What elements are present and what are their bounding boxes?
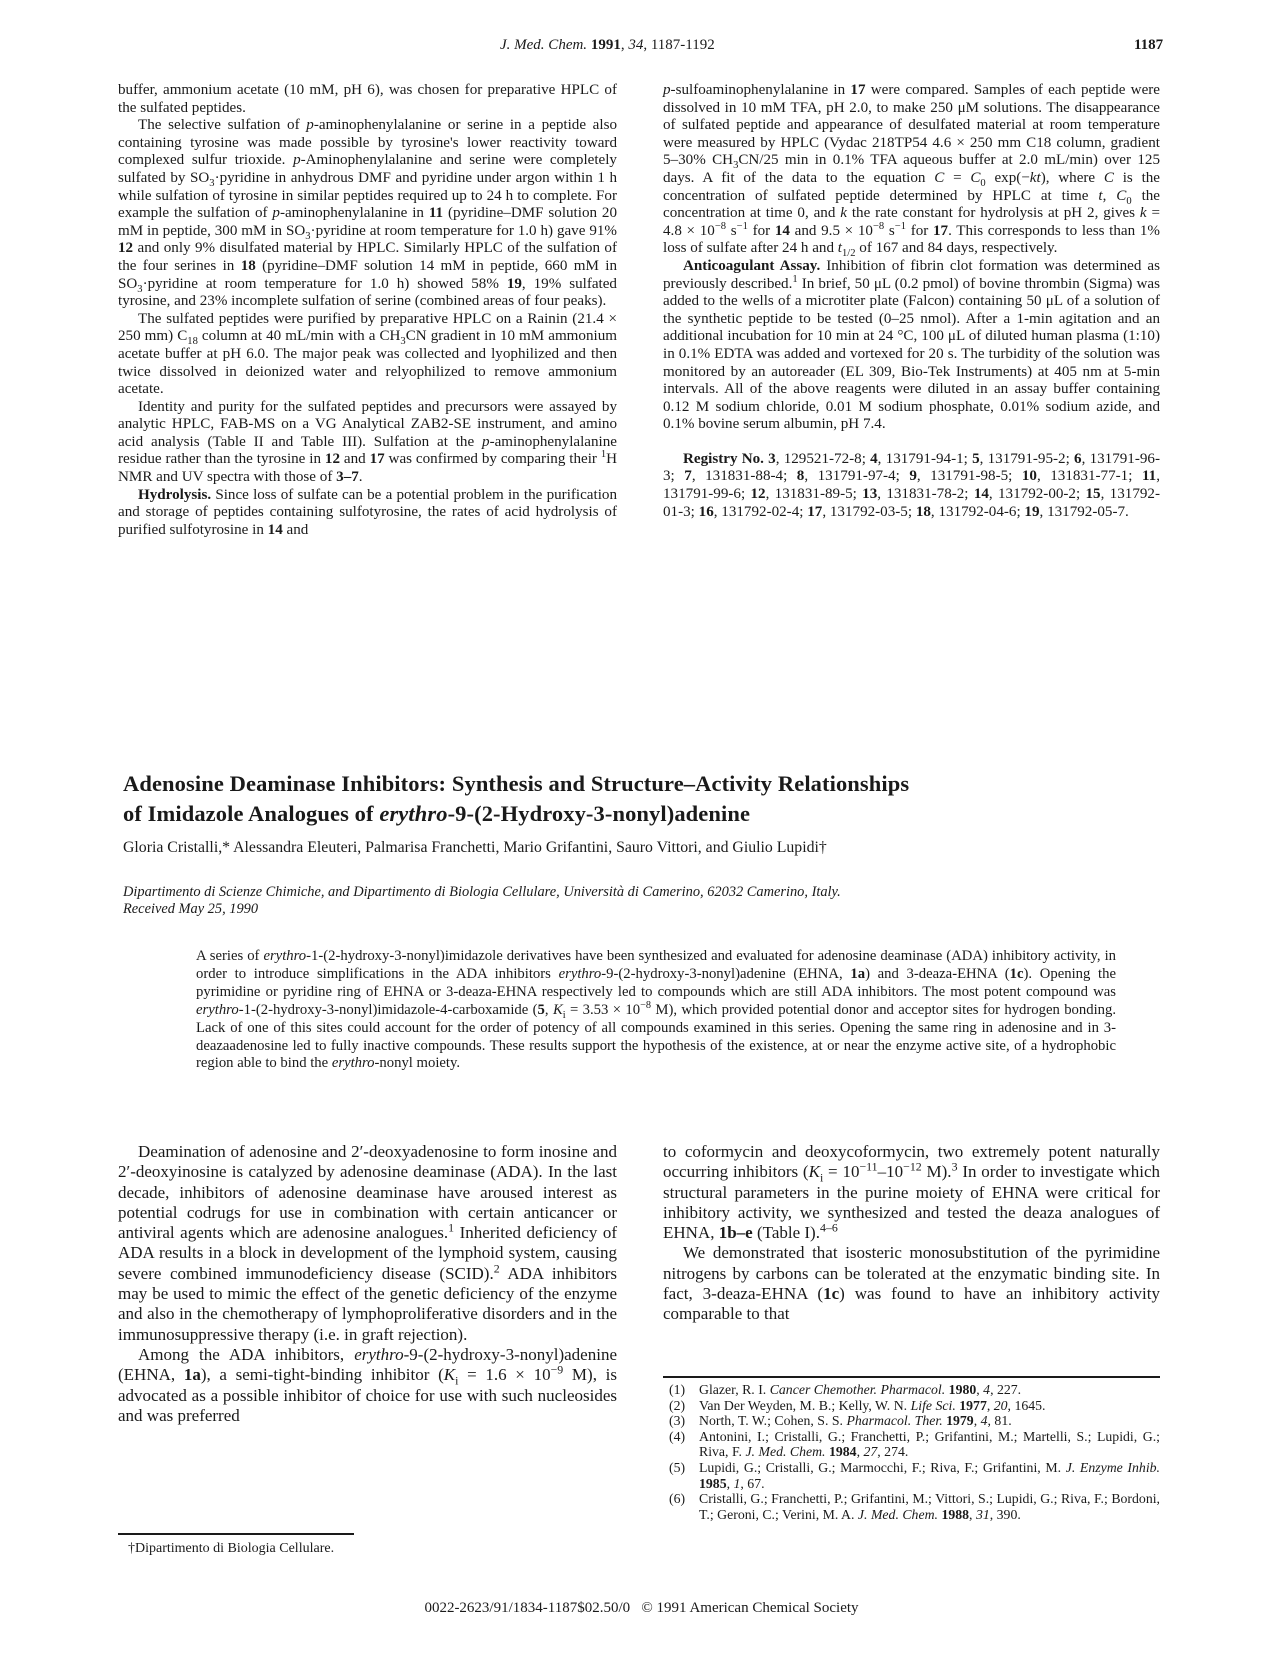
registry-cas-number: , 131792-03-5; [822, 503, 916, 520]
registry-cas-number: , 131792-02-4; [713, 503, 808, 520]
journal-citation: J. Med. Chem. 1991, 34, 1187-1192 [500, 37, 715, 53]
registry-compound-number: 5 [972, 450, 980, 467]
journal-volume: 34 [628, 37, 644, 53]
author-list: Gloria Cristalli,* Alessandra Eleuteri, Palmarisa Franchetti, Mario Grifantini, Sauro Vittori, and Giulio Lupidi† [123, 839, 827, 856]
registry-compound-number: 12 [750, 486, 766, 503]
reference-number: (1) [669, 1382, 686, 1397]
previous-article-left-column [118, 82, 617, 539]
registry-cas-number: , 131791-99-6; [663, 468, 1160, 503]
registry-cas-number: , 131792-01-3; [663, 486, 1160, 520]
registry-compound-number: 11 [1141, 468, 1157, 485]
reference-text: Antonini, I.; Cristalli, G.; Franchetti, P.; Grifantini, M.; Martelli, S.; Lupidi, G.; Riva, F. J. Med. Chem. 1984, 27, 274. [699, 1428, 1160, 1460]
registry-cas-number: , 131791-95-2; [979, 450, 1075, 467]
title-text: of Imidazole Analogues of [123, 801, 380, 826]
registry-cas-number: , 131792-05-7. [1039, 503, 1129, 520]
reference-item [663, 1413, 1160, 1429]
reference-text: Cristalli, G.; Franchetti, P.; Grifantini, M.; Vittori, S.; Lupidi, G.; Riva, F.; Bordoni, T.; Geroni, C.; Verini, M. A. J. Med. Chem. 1988, 31, 390. [699, 1491, 1160, 1522]
registry-cas-number: , 131831-78-2; [877, 486, 974, 503]
registry-compound-number: 18 [915, 503, 931, 520]
previous-article-right-column [663, 82, 1160, 521]
footnote-divider [118, 1533, 354, 1535]
registry-cas-number: , 131831-77-1; [1036, 468, 1142, 485]
reference-text: Van Der Weyden, M. B.; Kelly, W. N. Life Sci. 1977, 20, 1645. [699, 1397, 1046, 1413]
registry-cas-number: , 131791-97-4; [804, 468, 910, 485]
article-code: 0022-2623/91/1834-1187$02.50/0 [424, 1600, 631, 1616]
paragraph: Deamination of adenosine and 2′-deoxyadenosine to form inosine and 2′-deoxyinosine is catalyzed by adenosine deaminase (ADA). In the last decade, inhibitors of adenosine deaminase have aroused interest as potential codrugs for use in combination with certain anticancer or antiviral agents which are adenosine analogues.$^1$ Inherited deficiency of ADA results in a block in development of the lymphoid system, causing severe combined immunodeficiency disease (SCID).$^2$ ADA inhibitors may be used to mimic the effect of the genetic deficiency of the enzyme and also in the chemotherapy of lymphoproliferative disorders and in the immunosuppressive therapy (i.e. in graft rejection). [118, 1142, 617, 1344]
registry-numbers [663, 451, 1160, 521]
paragraph: We demonstrated that isosteric monosubstitution of the pyrimidine nitrogens by carbons can be tolerated at the enzymatic binding site. In fact, 3-deaza-EHNA (1c) was found to have an inhibitory activity comparable to that [663, 1243, 1160, 1324]
body-left-column [118, 1142, 617, 1426]
title-italic-text: erythro [379, 801, 448, 826]
registry-label: Registry No. [683, 450, 764, 467]
reference-text: Lupidi, G.; Cristalli, G.; Marmocchi, F.; Riva, F.; Grifantini, M. J. Enzyme Inhib. 1985, 1, 67. [699, 1459, 1161, 1491]
reference-number: (3) [669, 1413, 686, 1429]
registry-compound-number: 7 [684, 468, 692, 485]
reference-text: North, T. W.; Cohen, S. S. Pharmacol. Ther. 1979, 4, 81. [699, 1413, 1012, 1429]
affiliation-text: Dipartimento di Scienze Chimiche, and Dipartimento di Biologia Cellulare, Università di Camerino, 62032 Camerino, Italy. [123, 884, 841, 900]
registry-compound-number: 17 [807, 503, 823, 520]
abstract: A series of erythro-1-(2-hydroxy-3-nonyl)imidazole derivatives have been synthesized and evaluated for adenosine deaminase (ADA) inhibitory activity, in order to introduce simplifications in the ADA inhibitors erythro-9-(2-hydroxy-3-nonyl)adenine (EHNA, 1a) and 3-deaza-EHNA (1c). Opening the pyrimidine or pyridine ring of EHNA or 3-deaza-EHNA respectively led to compounds which are still ADA inhibitors. The most potent compound was erythro-1-(2-hydroxy-3-nonyl)imidazole-4-carboxamide (5, $K_i = 3.53 \times 10^{-8}$ M), which provided potential donor and acceptor sites for hydrogen bonding. Lack of one of this sites could account for the order of potency of all compounds examined in this series. Opening the same ring in adenosine and in 3-deazaadenosine led to fully inactive compounds. These results support the hypothesis of the existence, at or near the enzyme active site, of a hydrophobic region able to bind the erythro-nonyl moiety. [196, 948, 1117, 1072]
title-line-2 [123, 799, 1183, 829]
registry-compound-number: 8 [796, 468, 805, 485]
affiliation-footnote: †Dipartimento di Biologia Cellulare. [128, 1541, 335, 1556]
reference-item [663, 1491, 1160, 1522]
references-divider [663, 1376, 1160, 1378]
copyright-text: © 1991 American Chemical Society [641, 1600, 859, 1616]
journal-year: 1991 [590, 37, 621, 53]
registry-compound-number: 6 [1074, 450, 1082, 467]
registry-cas-number: , 131791-98-5; [916, 468, 1022, 485]
paragraph: to coformycin and deoxycoformycin, two extremely potent naturally occurring inhibitors ($K_i = 10^{-11}-10^{-12}$ M).$^3$ In order to investigate which structural parameters in the purine moiety of EHNA were critical for inhibitory activity, we synthesized and tested the deaza analogues of EHNA, 1b–e (Table I).$^{4-6}$ [663, 1142, 1160, 1243]
affiliation [123, 884, 1183, 918]
reference-text: Glazer, R. I. Cancer Chemother. Pharmacol. 1980, 4, 227. [699, 1382, 1022, 1397]
registry-compound-number: 13 [862, 486, 878, 503]
paragraph: The selective sulfation of p-aminophenylalanine or serine in a peptide also containing tyrosine was made possible by tyrosine's lower reactivity toward complexed sulfur trioxide. p-Aminophenylalanine and serine were completely sulfated by $SO_3\cdot pyridine$ in anhydrous DMF and pyridine under argon within 1 h while sulfation of tyrosine in similar peptides required up to 24 h to complete. For example the sulfation of p-aminophenylalanine in 11 (pyridine–DMF solution 20 mM in peptide, 300 mM in $SO_3\cdot pyridine$ at room temperature for 1.0 h) gave 91% 12 and only 9% disulfated material by HPLC. Similarly HPLC of the sulfation of the four serines in 18 (pyridine–DMF solution 14 mM in peptide, 660 mM in $SO_3\cdot pyridine$ at room temperature for 1.0 h) showed 58% 19, 19% sulfated tyrosine, and 23% incomplete sulfation of serine (combined areas of four peaks). [118, 117, 617, 310]
reference-item [663, 1460, 1160, 1491]
reference-number: (4) [669, 1428, 686, 1444]
registry-cas-number: , 131792-00-2; [988, 486, 1086, 503]
title-text: -9-(2-Hydroxy-3-nonyl)adenine [447, 801, 751, 826]
registry-compound-number: 15 [1085, 486, 1101, 503]
reference-number: (2) [669, 1397, 686, 1413]
registry-cas-number: , 131791-94-1; [877, 450, 973, 467]
registry-compound-number: 10 [1021, 468, 1037, 485]
registry-cas-number: , 129521-72-8; [775, 450, 871, 467]
paragraph: p-sulfoaminophenylalanine in 17 were compared. Samples of each peptide were dissolved in 10 mM TFA, pH 2.0, to make 250 μM solutions. The disappearance of sulfated peptide and appearance of desulfated material at room temperature were measured by HPLC (Vydac 218TP54 4.6 × 250 mm C18 column, gradient 5–30% $CH_3CN/25$ min in 0.1% TFA aqueous buffer at 2.0 mL/min) over 125 days. A fit of the data to the equation $C = C_0$ exp(−kt), where C is the concentration of sulfated peptide determined by HPLC at time t, $C_0$ the concentration at time 0, and k the rate constant for hydrolysis at pH 2, gives $k = 4.8 \times 10^{-8}$ $s^{-1}$ for 14 and $9.5 \times 10^{-8}$ $s^{-1}$ for 17. This corresponds to less than 1% loss of sulfate after 24 h and $t_{1/2}$ of 167 and 84 days, respectively. [663, 82, 1161, 260]
page-number: 1187 [1134, 37, 1164, 53]
paragraph: buffer, ammonium acetate (10 mM, pH 6), was chosen for preparative HPLC of the sulfated peptides. [118, 82, 617, 116]
reference-number: (6) [669, 1491, 686, 1507]
registry-compound-number: 16 [698, 503, 714, 520]
received-date: Received May 25, 1990 [123, 901, 259, 917]
registry-cas-number: , 131791-96-3; [663, 450, 1161, 485]
copyright-line [0, 1600, 1283, 1617]
reference-item [663, 1398, 1160, 1414]
reference-item [663, 1429, 1160, 1460]
paragraph: Identity and purity for the sulfated peptides and precursors were assayed by analytic HPLC, FAB-MS on a VG Analytical ZAB2-SE instrument, and amino acid analysis (Table II and Table III). Sulfation at the p-aminophenylalanine residue rather than the tyrosine in 12 and 17 was confirmed by comparing their $^1$H NMR and UV spectra with those of 3–7. [118, 398, 617, 486]
paragraph: Among the ADA inhibitors, erythro-9-(2-hydroxy-3-nonyl)adenine (EHNA, 1a), a semi-tight-binding inhibitor ($K_i = 1.6 \times 10^{-9}$ M), is advocated as a possible inhibitor of choice for use with such nucleosides and was preferred [118, 1344, 617, 1425]
paragraph: The sulfated peptides were purified by preparative HPLC on a Rainin (21.4 × 250 mm) $C_{18}$ column at 40 mL/min with a $CH_3CN$ gradient in 10 mM ammonium acetate buffer at pH 6.0. The major peak was collected and lyophilized and then twice dissolved in deionized water and relyophilized to remove ammonium acetate. [118, 310, 618, 398]
title-line-1: Adenosine Deaminase Inhibitors: Synthesis and Structure–Activity Relationships [123, 771, 910, 796]
registry-compound-number: 4 [870, 450, 878, 467]
section-heading-anticoagulant-assay: Anticoagulant Assay. [683, 257, 821, 274]
section-heading-hydrolysis: Hydrolysis. [138, 486, 212, 503]
registry-cas-number: , 131831-89-5; [765, 486, 863, 503]
paragraph: Hydrolysis. Since loss of sulfate can be a potential problem in the purification and storage of peptides containing sulfotyrosine, the rates of acid hydrolysis of purified sulfotyrosine in 14 and [118, 486, 617, 538]
registry-cas-number: , 131792-04-6; [930, 503, 1025, 520]
body-right-column [663, 1142, 1160, 1325]
paragraph: Anticoagulant Assay. Inhibition of fibrin clot formation was determined as previously described.$^1$ In brief, 50 μL (0.2 pmol) of bovine thrombin (Sigma) was added to the wells of a microtiter plate (Falcon) containing 50 μL of a solution of the synthetic peptide to be tested (0–25 nmol). After a 1-min agitation and an additional incubation for 10 min at 24 °C, 100 μL of diluted human plasma (1:10) in 0.1% EDTA was added and vortexed for 20 s. The turbidity of the solution was monitored by an autoreader (EL 309, Bio-Tek Instruments) at 405 nm at 5-min intervals. All of the above reagents were diluted in an assay buffer containing 0.12 M sodium chloride, 0.01 M sodium phosphate, 0.01% sodium azide, and 0.1% bovine serum albumin, pH 7.4. [663, 257, 1160, 433]
reference-number: (5) [669, 1459, 686, 1475]
registry-compound-number: 14 [973, 486, 989, 503]
registry-compound-number: 3 [768, 450, 776, 467]
journal-name: J. Med. Chem. [500, 37, 588, 53]
registry-cas-number: , 131831-88-4; [691, 468, 797, 485]
registry-compound-number: 19 [1024, 503, 1040, 520]
article-title [123, 769, 1183, 829]
registry-compound-number: 9 [909, 468, 917, 485]
reference-item [663, 1382, 1160, 1398]
reference-list [663, 1382, 1160, 1522]
journal-pages: 1187-1192 [650, 37, 715, 53]
